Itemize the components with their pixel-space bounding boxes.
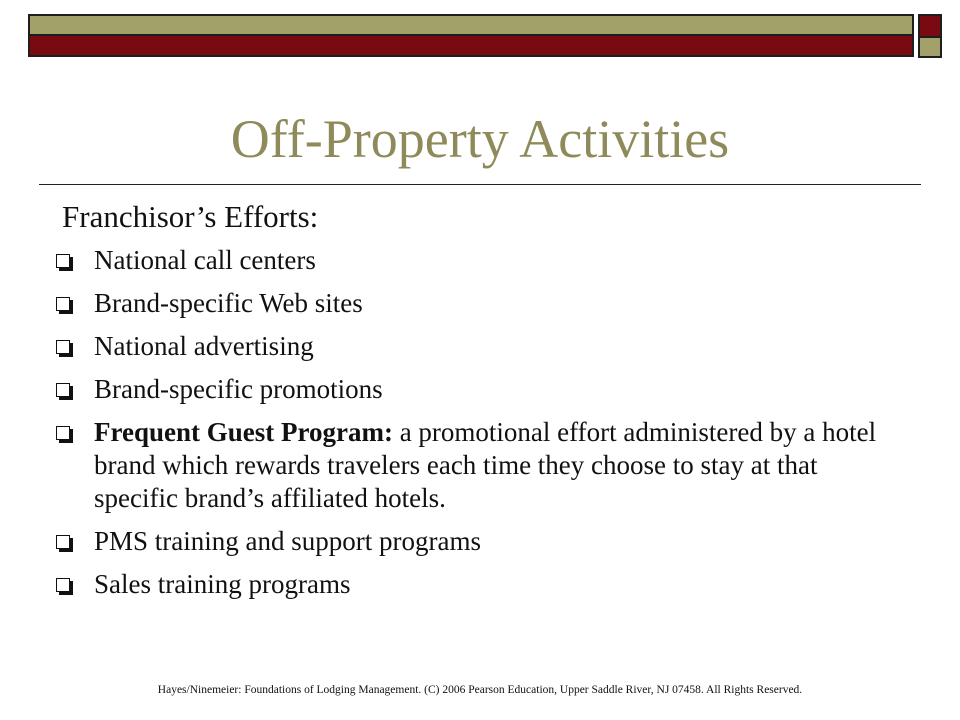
bullet-text: Sales training programs [94, 569, 351, 599]
bullet-item [56, 330, 906, 363]
bullet-item [56, 416, 906, 515]
bullet-list [56, 244, 906, 611]
corner-olive-square [918, 38, 942, 58]
bullet-item [56, 373, 906, 406]
section-heading: Franchisor’s Efforts: [62, 199, 319, 234]
slide-title: Off-Property Activities [230, 109, 730, 169]
square-bullet-icon [56, 254, 70, 268]
bullet-text: a promotional effort administered by a hotel brand which rewards travelers each time they choose to stay at that specific brand’s affiliated hotels. [94, 417, 877, 513]
bullet-item [56, 244, 906, 277]
term-label: Frequent Guest Program: [94, 417, 393, 447]
title-divider [39, 184, 921, 185]
square-bullet-icon [56, 426, 70, 440]
bullet-text: National call centers [94, 245, 316, 275]
square-bullet-icon [56, 340, 70, 354]
copyright-footer: Hayes/Ninemeier: Foundations of Lodging Management. (C) 2006 Pearson Education, Upper Saddle River, NJ 07458. All Rights Reserved. [157, 684, 803, 696]
bullet-item [56, 287, 906, 320]
corner-maroon-square [918, 14, 942, 38]
square-bullet-icon [56, 578, 70, 592]
bullet-item [56, 525, 906, 558]
square-bullet-icon [56, 383, 70, 397]
bullet-text: Brand-specific promotions [94, 374, 383, 404]
bullet-text: PMS training and support programs [94, 526, 481, 556]
bullet-text: Brand-specific Web sites [94, 288, 363, 318]
top-olive-bar [28, 14, 914, 36]
square-bullet-icon [56, 297, 70, 311]
top-maroon-bar [28, 36, 914, 57]
square-bullet-icon [56, 535, 70, 549]
bullet-text: National advertising [94, 331, 314, 361]
bullet-item [56, 568, 906, 601]
